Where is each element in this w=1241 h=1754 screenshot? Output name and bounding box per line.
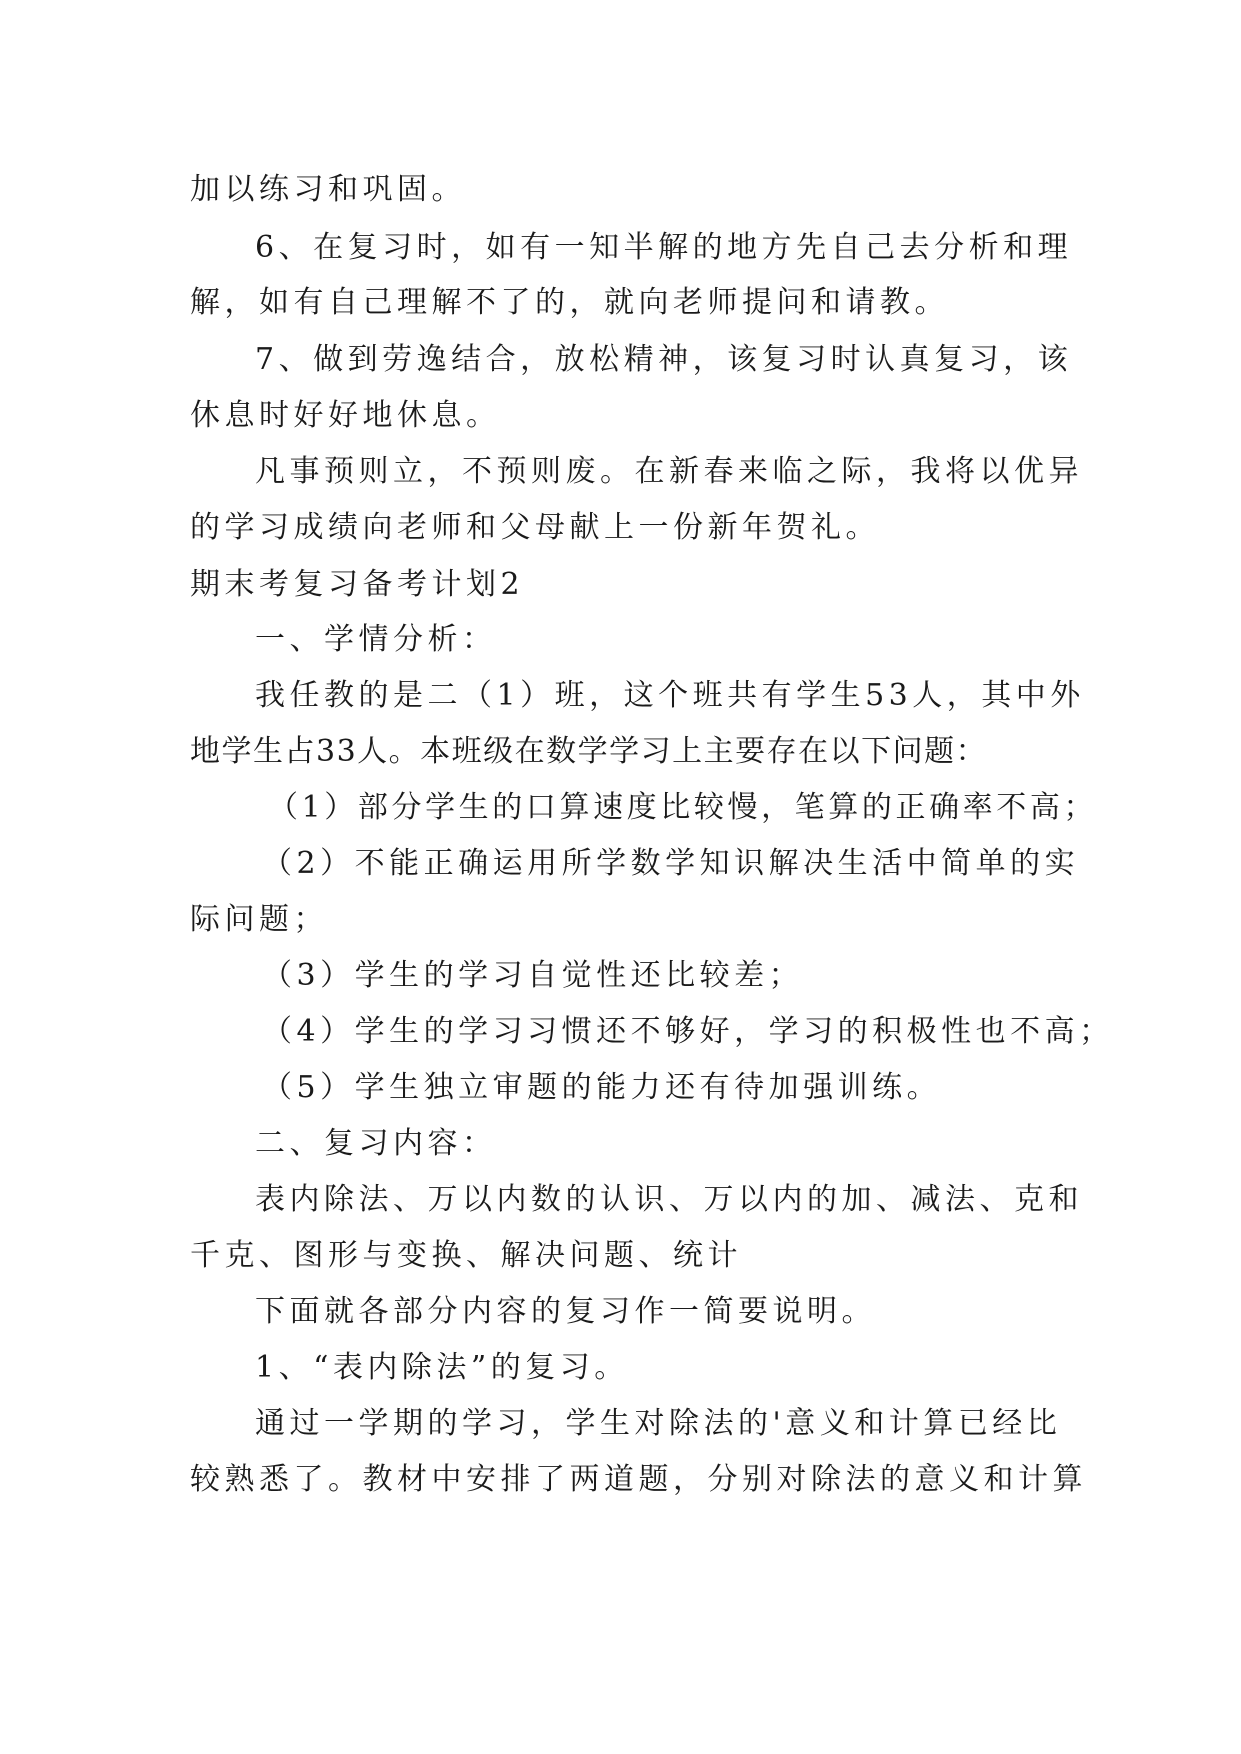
paragraph-line: 较熟悉了。教材中安排了两道题，分别对除法的意义和计算 [190, 1462, 1087, 1497]
paragraph-line: 的学习成绩向老师和父母献上一份新年贺礼。 [190, 510, 880, 545]
list-item: （3）学生的学习自觉性还比较差； [262, 958, 804, 993]
section-heading: 期末考复习备考计划2 [190, 567, 525, 602]
paragraph-line: 通过一学期的学习，学生对除法的'意义和计算已经比 [255, 1406, 1062, 1441]
paragraph-line: 加以练习和巩固。 [190, 172, 466, 207]
paragraph-line: 下面就各部分内容的复习作一简要说明。 [255, 1294, 876, 1329]
paragraph-line: 表内除法、万以内数的认识、万以内的加、减法、克和 [255, 1182, 1083, 1217]
paragraph-line: 我任教的是二（1）班，这个班共有学生53人，其中外 [255, 678, 1085, 713]
paragraph-line: 休息时好好地休息。 [190, 398, 501, 433]
paragraph-line: 1、“表内除法”的复习。 [255, 1350, 629, 1385]
paragraph-line: 6、在复习时，如有一知半解的地方先自己去分析和理 [255, 230, 1073, 265]
paragraph-line: 凡事预则立，不预则废。在新春来临之际，我将以优异 [255, 454, 1083, 489]
section-subheading: 二、复习内容： [255, 1126, 497, 1161]
paragraph-line: 解，如有自己理解不了的，就向老师提问和请教。 [190, 285, 949, 320]
list-item: （5）学生独立审题的能力还有待加强训练。 [262, 1070, 942, 1105]
paragraph-line: 际问题； [190, 902, 328, 937]
paragraph-line: 地学生占33人。本班级在数学学习上主要存在以下问题： [190, 734, 988, 769]
list-item: （1）部分学生的口算速度比较慢，笔算的正确率不高； [268, 790, 1098, 825]
list-item: （2）不能正确运用所学数学知识解决生活中简单的实 [262, 846, 1080, 881]
list-item: （4）学生的学习习惯还不够好，学习的积极性也不高； [262, 1014, 1114, 1049]
paragraph-line: 千克、图形与变换、解决问题、统计 [190, 1238, 742, 1273]
paragraph-line: 7、做到劳逸结合，放松精神，该复习时认真复习，该 [255, 342, 1073, 377]
section-subheading: 一、学情分析： [255, 622, 497, 657]
